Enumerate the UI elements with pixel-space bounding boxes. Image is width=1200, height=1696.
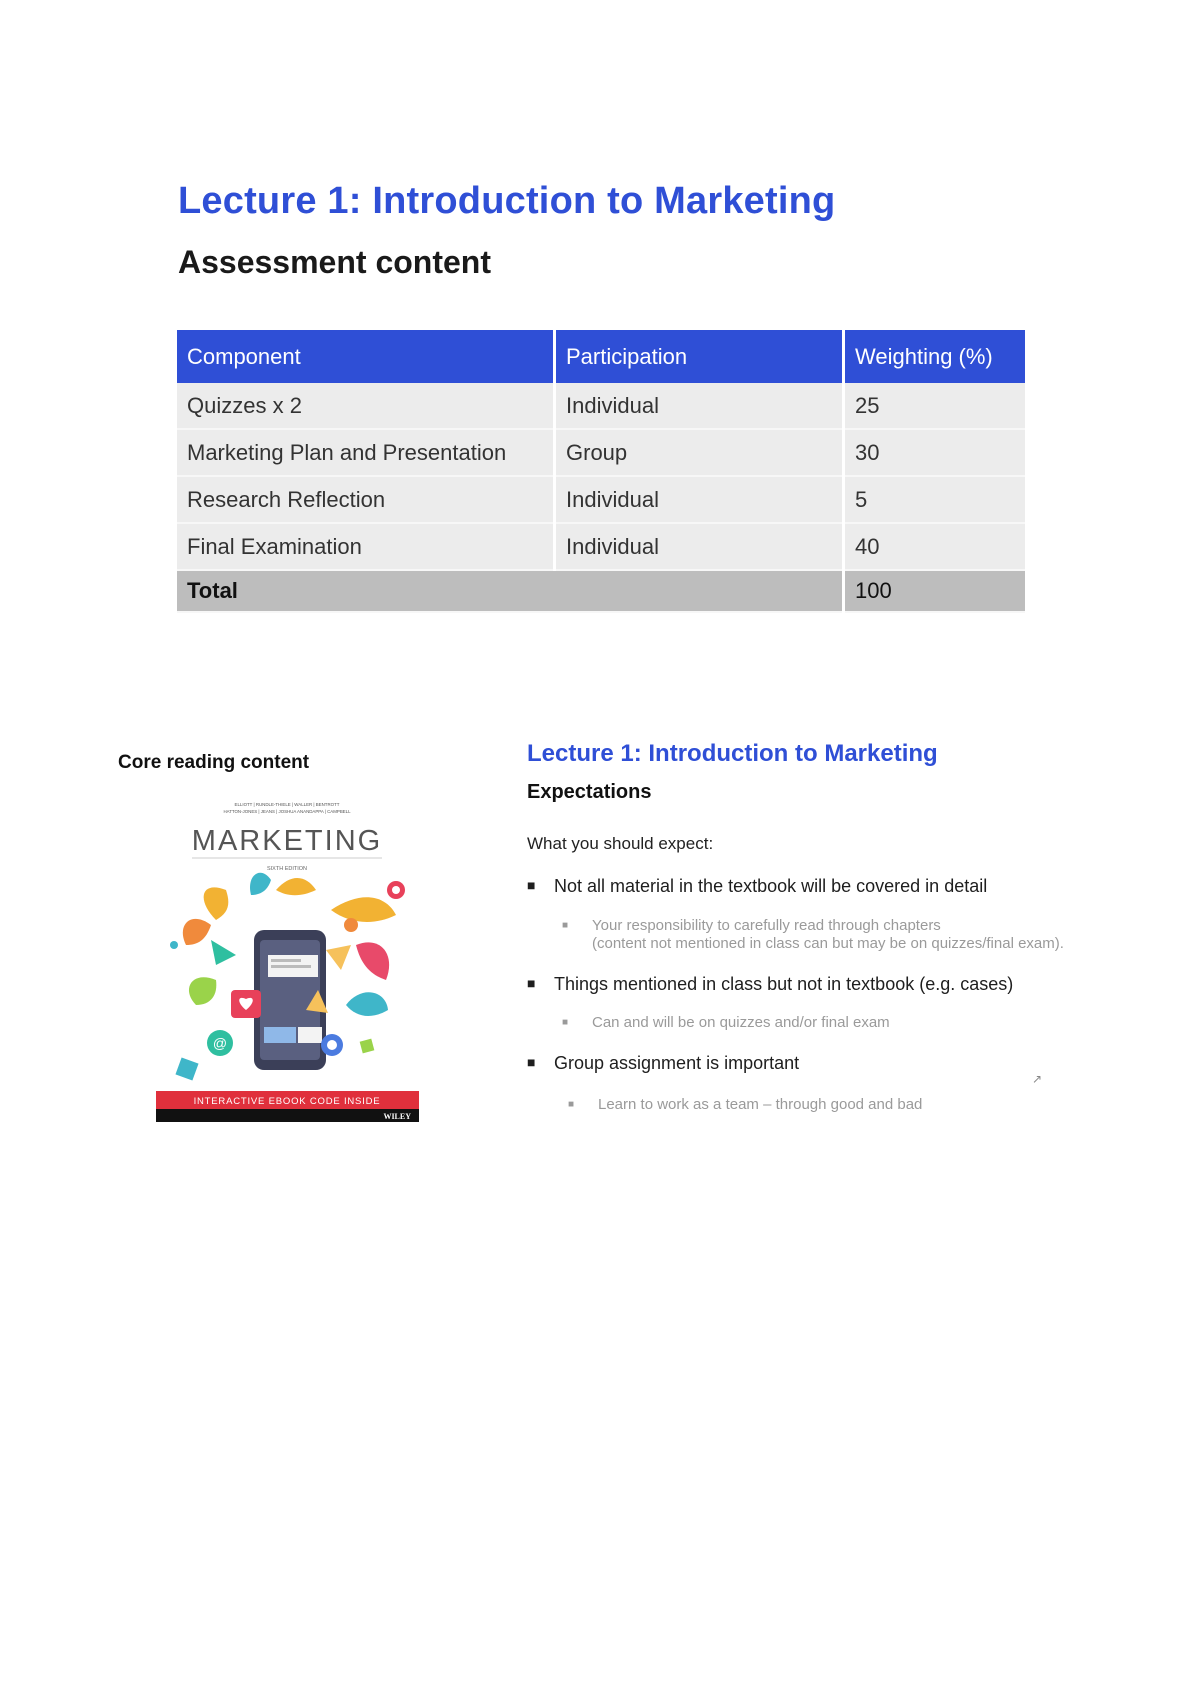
- header-participation: Participation: [555, 330, 844, 383]
- table-row: [177, 523, 1025, 570]
- mouse-cursor-icon: ↗: [1032, 1072, 1043, 1086]
- list-item: [527, 876, 987, 897]
- list-item: [527, 1053, 799, 1074]
- cell-weighting: 30: [844, 429, 1026, 476]
- bullet-icon: ■: [527, 877, 536, 893]
- book-authors-line2: HATTON-JONES | JEANS | JOSHUA ANANDAPPA | CAMPBELL: [223, 809, 351, 814]
- book-publisher: WILEY: [383, 1112, 411, 1121]
- sub-bullet-icon: ■: [562, 920, 569, 931]
- cell-participation: Individual: [555, 523, 844, 570]
- table-row: [177, 429, 1025, 476]
- sub-bullet-text: Your responsibility to carefully read through chapters: [592, 917, 941, 934]
- total-value: 100: [844, 570, 1026, 612]
- cell-weighting: 5: [844, 476, 1026, 523]
- bullet-icon: ■: [527, 975, 536, 991]
- sub-bullet-text: Can and will be on quizzes and/or final exam: [592, 1014, 890, 1031]
- cell-participation: Individual: [555, 476, 844, 523]
- sub-bullet-text: (content not mentioned in class can but may be on quizzes/final exam).: [592, 935, 1064, 952]
- sub-bullet-text: Learn to work as a team – through good and bad: [598, 1096, 923, 1113]
- list-item: [527, 974, 1013, 995]
- bullet-icon: ■: [527, 1054, 536, 1070]
- bullet-text: Things mentioned in class but not in textbook (e.g. cases): [554, 974, 1014, 994]
- cell-component: Final Examination: [177, 523, 555, 570]
- sub-bullet-icon: ■: [568, 1099, 575, 1110]
- cell-component: Research Reflection: [177, 476, 555, 523]
- book-illustration: [170, 873, 405, 1081]
- total-label: Total: [177, 570, 844, 612]
- list-subitem: [568, 1096, 922, 1114]
- list-subitem: [562, 917, 1064, 953]
- cell-participation: Group: [555, 429, 844, 476]
- sub-bullet-icon: ■: [562, 1017, 569, 1028]
- list-subitem: [562, 1014, 890, 1032]
- header-weighting: Weighting (%): [844, 330, 1026, 383]
- table-row: [177, 383, 1025, 429]
- cell-component: Marketing Plan and Presentation: [177, 429, 555, 476]
- expectations-intro: What you should expect:: [527, 834, 714, 853]
- table-row: [177, 476, 1025, 523]
- cell-participation: Individual: [555, 383, 844, 429]
- expectations-slide-subtitle: Expectations: [527, 781, 652, 803]
- assessment-table: [177, 330, 1025, 613]
- expectations-slide-title: Lecture 1: Introduction to Marketing: [527, 740, 938, 767]
- assessment-slide-subtitle: Assessment content: [178, 244, 491, 280]
- header-component: Component: [177, 330, 555, 383]
- svg-text:@: @: [212, 1035, 228, 1051]
- cell-weighting: 40: [844, 523, 1026, 570]
- book-authors-line1: ELLIOTT | RUNDLE-THIELE | WALLER | BENTROTT: [234, 802, 340, 807]
- book-title: MARKETING: [191, 825, 383, 857]
- core-reading-label: Core reading content: [118, 752, 310, 773]
- assessment-slide-title: Lecture 1: Introduction to Marketing: [178, 180, 836, 222]
- table-header-row: [177, 330, 1025, 383]
- bullet-text: Group assignment is important: [554, 1053, 800, 1073]
- cell-weighting: 25: [844, 383, 1026, 429]
- cell-component: Quizzes x 2: [177, 383, 555, 429]
- bullet-text: Not all material in the textbook will be covered in detail: [554, 876, 988, 896]
- book-banner: INTERACTIVE EBOOK CODE INSIDE: [193, 1096, 381, 1107]
- textbook-cover-image: [156, 795, 419, 1122]
- table-total-row: [177, 570, 1025, 612]
- book-edition: SIXTH EDITION: [266, 866, 308, 872]
